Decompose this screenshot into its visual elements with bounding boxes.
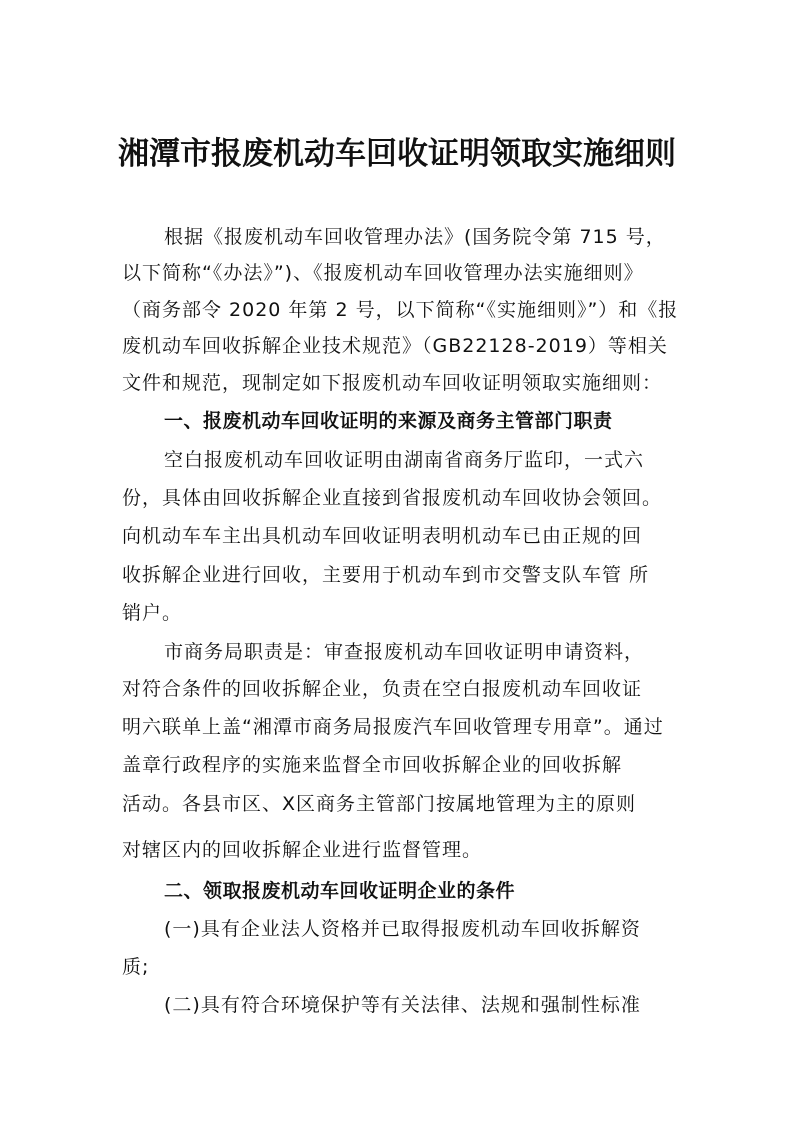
paragraph-line: 对辖区内的回收拆解企业进行监督管理。 [122,839,483,861]
document-title: 湘潭市报废机动车回收证明领取实施细则 [118,136,676,172]
paragraph-line: 根据《报废机动车回收管理办法》(国务院令第 715 号， [164,226,666,248]
paragraph-line: 废机动车回收拆解企业技术规范》（GB22128-2019）等相关 [122,335,668,357]
paragraph-line: 份，具体由回收拆解企业直接到省报废机动车回收协会领回。 [122,487,663,509]
section-heading-1: 一、报废机动车回收证明的来源及商务主管部门职责 [164,410,613,432]
paragraph-line: 质; [122,956,150,978]
paragraph-line: （商务部令 2020 年第 2 号，以下简称“《实施细则》”）和《报 [122,299,679,321]
paragraph-line: 空白报废机动车回收证明由湖南省商务厅监印，一式六 [164,449,645,471]
paragraph-line: 市商务局职责是：审查报废机动车回收证明申请资料， [164,641,645,663]
paragraph-line: 对符合条件的回收拆解企业，负责在空白报废机动车回收证 [122,678,643,700]
paragraph-line: 盖章行政程序的实施来监督全市回收拆解企业的回收拆解 [122,754,623,776]
paragraph-line: 收拆解企业进行回收，主要用于机动车到市交警支队车管 所 [122,564,650,586]
paragraph-line: 向机动车车主出具机动车回收证明表明机动车已由正规的回 [122,525,643,547]
paragraph-line: (二)具有符合环境保护等有关法律、法规和强制性标准 [164,994,641,1016]
paragraph-line: (一)具有企业法人资格并已取得报废机动车回收拆解资 [164,918,641,940]
paragraph-line: 销户。 [122,602,183,624]
paragraph-line: 明六联单上盖“湘潭市商务局报废汽车回收管理专用章”。通过 [122,716,664,738]
paragraph-line: 以下简称“《办法》”)、《报废机动车回收管理办法实施细则》 [122,262,644,284]
paragraph-line: 文件和规范，现制定如下报废机动车回收证明领取实施细则： [122,372,663,394]
section-heading-2: 二、领取报废机动车回收证明企业的条件 [164,880,516,902]
paragraph-line: 活动。各县市区、X区商务主管部门按属地管理为主的原则 [122,793,637,815]
